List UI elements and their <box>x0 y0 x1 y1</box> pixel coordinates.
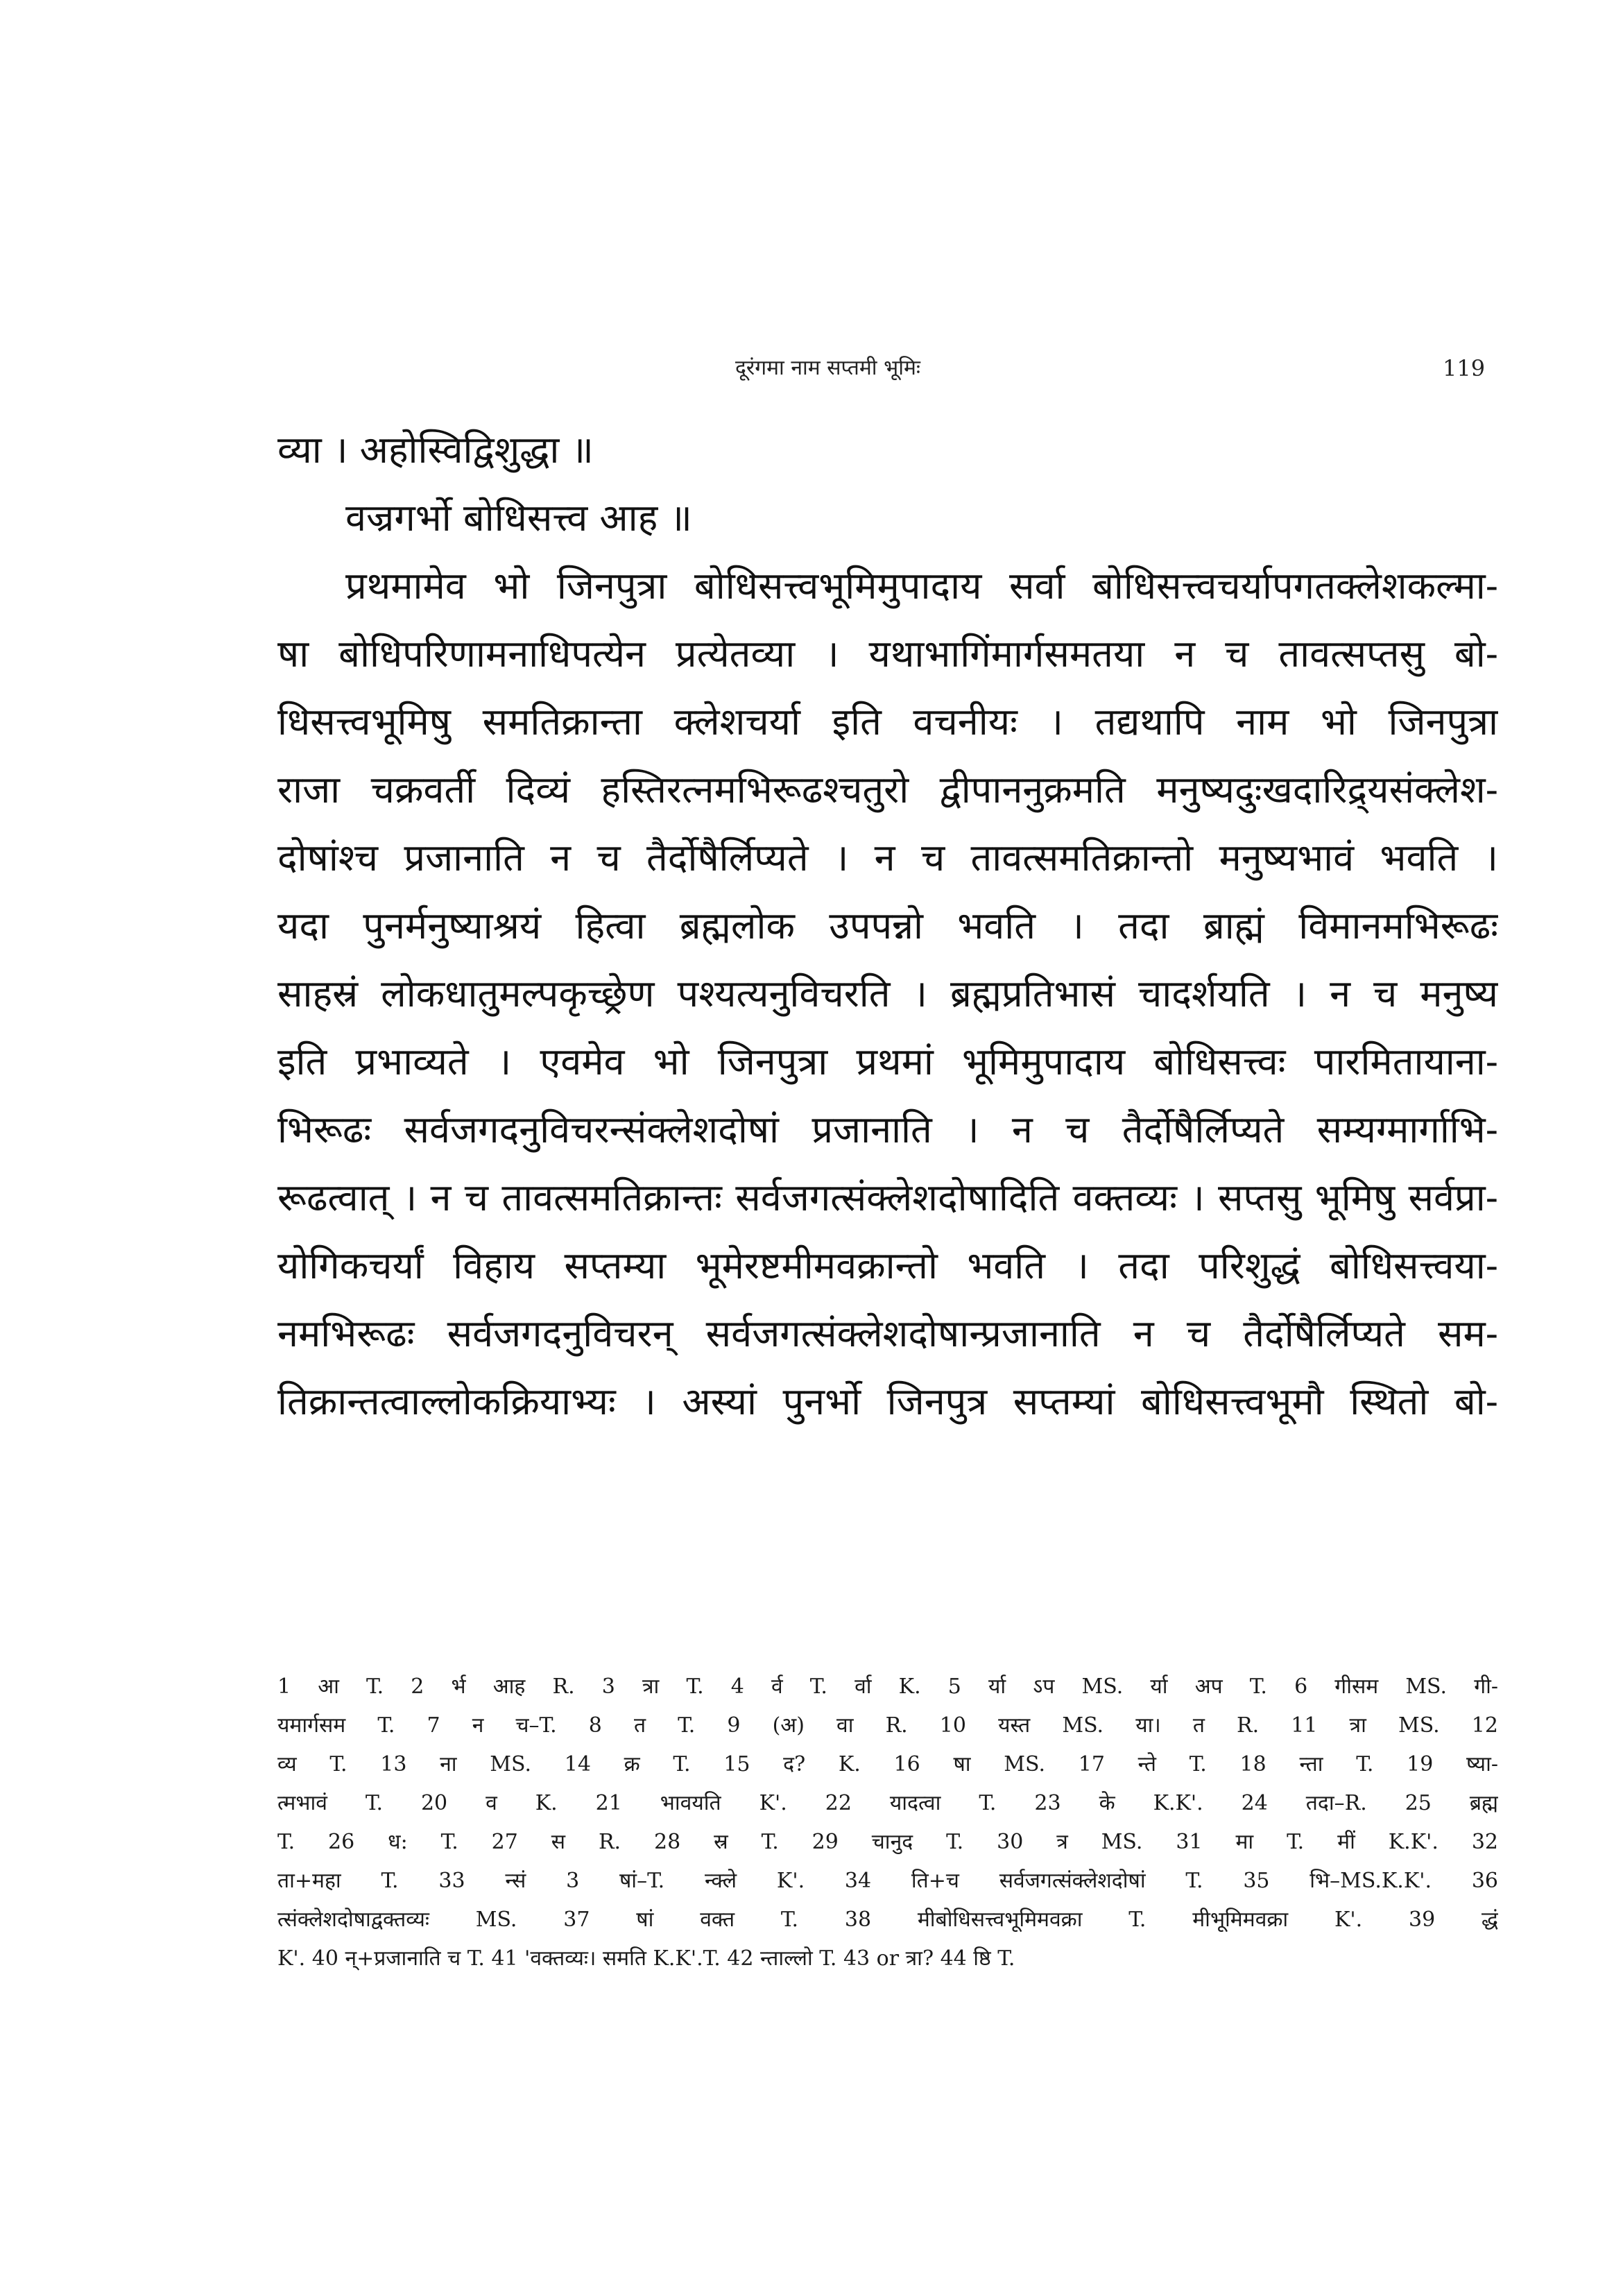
text-line: भिरूढः सर्वजगदनुविचरन्संक्लेशदोषां प्रजानाति । न च तैर्दोषैर्लिप्यते सम्यग्मार्गाभि- <box>277 1108 1498 1151</box>
text-line: व्या । अहोस्विद्विशुद्धा ॥ <box>277 428 594 472</box>
text-line: धिसत्त्वभूमिषु समतिक्रान्ता क्लेशचर्या इति वचनीयः । तद्यथापि नाम भो जिनपुत्रा <box>277 700 1498 744</box>
text-line: षा बोधिपरिणामनाधिपत्येन प्रत्येतव्या । यथाभागिंमार्गसमतया न च तावत्सप्तसु बो- <box>277 632 1498 676</box>
text-line: दोषांश्च प्रजानाति न च तैर्दोषैर्लिप्यते । न च तावत्समतिक्रान्तो मनुष्यभावं भवति । <box>277 836 1498 880</box>
running-title: दूरंगमा नाम सप्तमी भूमिः <box>735 356 920 380</box>
footnote-line: त्संक्लेशदोषाद्वक्तव्यः MS. 37 षां वक्त T. 38 मीबोधिसत्त्वभूमिमवक्रा T. मीभूमिमवक्रा K'. 39 द्धं <box>277 1908 1498 1932</box>
text-line: प्रथमामेव भो जिनपुत्रा बोधिसत्त्वभूमिमुपादाय सर्वा बोधिसत्त्वचर्यापगतक्लेशकल्मा- <box>345 564 1498 608</box>
text-line: साहस्रं लोकधातुमल्पकृच्छ्रेण पश्यत्यनुविचरति । ब्रह्मप्रतिभासं चादर्शयति । न च मनुष्य <box>277 972 1498 1016</box>
footnotes <box>277 1668 1498 1978</box>
footnote-line: 1 आ T. 2 र्भ आह R. 3 त्रा T. 4 र्व T. र्वा K. 5 र्या ऽप MS. र्या अप T. 6 गीसम MS. गी- <box>277 1674 1498 1699</box>
text-line: रूढत्वात् । न च तावत्समतिक्रान्तः सर्वजगत्संक्लेशदोषादिति वक्तव्यः । सप्तसु भूमिषु सर्वप्रा- <box>277 1176 1498 1219</box>
text-line: इति प्रभाव्यते । एवमेव भो जिनपुत्रा प्रथमां भूमिमुपादाय बोधिसत्त्वः पारमितायाना- <box>277 1040 1498 1083</box>
text-line: योगिकचर्यां विहाय सप्तम्या भूमेरष्टमीमवक्रान्तो भवति । तदा परिशुद्धं बोधिसत्त्वया- <box>277 1244 1498 1287</box>
text-line: तिक्रान्तत्वाल्लोकक्रियाभ्यः । अस्यां पुनर्भो जिनपुत्र सप्तम्यां बोधिसत्त्वभूमौ स्थितो बो- <box>277 1380 1498 1423</box>
text-line: यदा पुनर्मनुष्याश्रयं हित्वा ब्रह्मलोक उपपन्नो भवति । तदा ब्राह्मं विमानमभिरूढः <box>277 904 1498 948</box>
footnote-line: यमार्गसम T. 7 न च–T. 8 त T. 9 (अ) वा R. 10 यस्त MS. या। त R. 11 त्रा MS. 12 <box>277 1713 1498 1738</box>
main-text <box>277 416 1498 1436</box>
text-line: राजा चक्रवर्ती दिव्यं हस्तिरत्नमभिरूढश्चतुरो द्वीपाननुक्रमति मनुष्यदुःखदारिद्र्यसंक्लेश- <box>277 768 1498 812</box>
footnote-line: K'. 40 न्+प्रजानाति च T. 41 'वक्तव्यः। समति K.K'.T. 42 न्ताल्लो T. 43 or त्रा? 44 ष्ठि T. <box>277 1946 1015 1971</box>
page-number: 119 <box>1443 355 1486 382</box>
footnote-line: व्य T. 13 ना MS. 14 क्र T. 15 द? K. 16 षा MS. 17 न्ते T. 18 न्ता T. 19 ष्या- <box>277 1752 1498 1776</box>
footnote-line: ता+महा T. 33 न्सं 3 षां–T. न्क्ले K'. 34 ति+च सर्वजगत्संक्लेशदोषां T. 35 भि–MS.K.K'. 36 <box>277 1869 1498 1893</box>
text-line: नमभिरूढः सर्वजगदनुविचरन् सर्वजगत्संक्लेशदोषान्प्रजानाति न च तैर्दोषैर्लिप्यते सम- <box>277 1312 1498 1355</box>
text-line: वज्रगर्भो बोधिसत्त्व आह ॥ <box>345 496 692 540</box>
footnote-line: T. 26 ध: T. 27 स R. 28 स्र T. 29 चानुद T. 30 त्र MS. 31 मा T. मीं K.K'. 32 <box>277 1830 1498 1854</box>
footnote-line: त्मभावं T. 20 व K. 21 भावयति K'. 22 यादत्वा T. 23 के K.K'. 24 तदा–R. 25 ब्रह्म <box>277 1791 1498 1815</box>
